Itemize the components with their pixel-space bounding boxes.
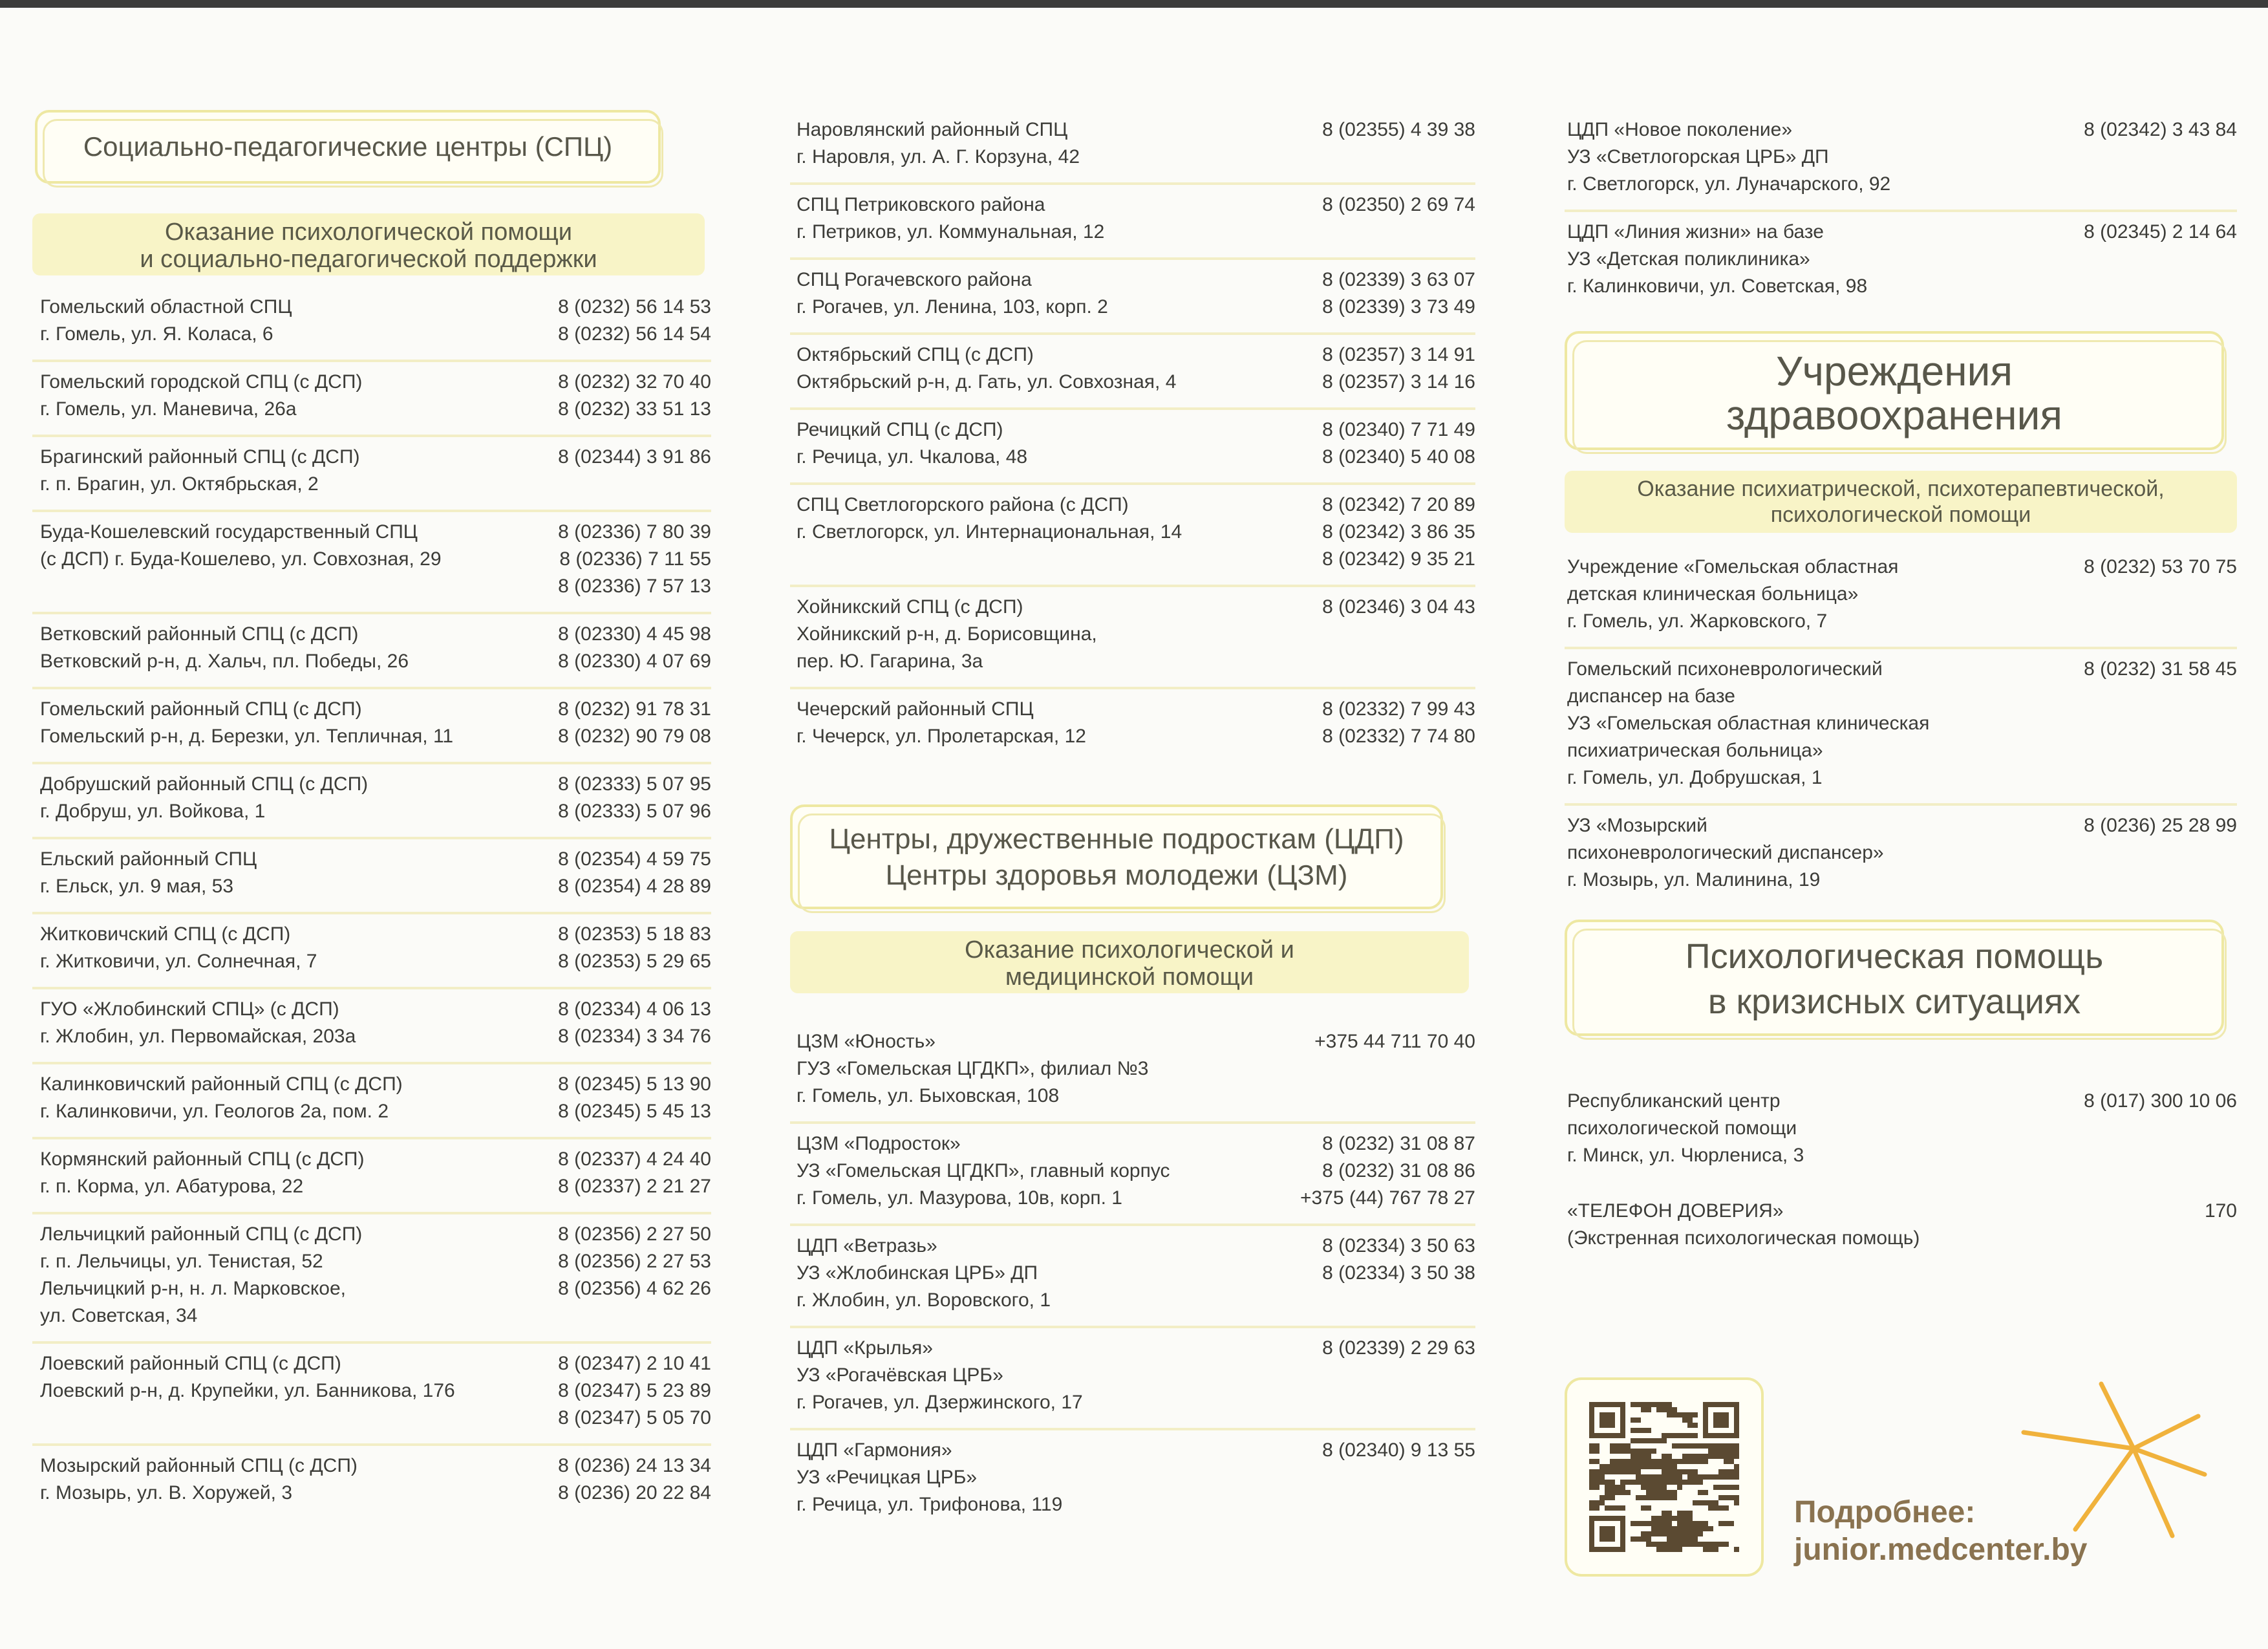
- organization-address: Гомельский психоневрологический диспансер на базе УЗ «Гомельская областная клиническая психиатрическая больница» г. Гомель, ул. Добрушская, 1: [1567, 658, 1930, 788]
- organization-address: Мозырский районный СПЦ (с ДСП) г. Мозырь, ул. В. Хоружей, 3: [40, 1455, 358, 1503]
- contact-entry: [790, 1022, 1475, 1124]
- organization-address: Лоевский районный СПЦ (с ДСП) Лоевский р-н, д. Крупейки, ул. Банникова, 176: [40, 1353, 455, 1401]
- organization-address: Чечерский районный СПЦ г. Чечерск, ул. Пролетарская, 12: [797, 698, 1086, 747]
- contact-entry: [790, 587, 1475, 689]
- organization-address: Учреждение «Гомельская областная детская клиническая больница» г. Гомель, ул. Жарковского, 7: [1567, 556, 1899, 632]
- phone-numbers[interactable]: 8 (0232) 53 70 75: [2084, 556, 2237, 577]
- contact-entry: [32, 1344, 711, 1446]
- contact-entry: [1565, 649, 2237, 806]
- contact-entry: [790, 110, 1475, 185]
- phone-numbers[interactable]: 8 (02350) 2 69 74: [1322, 194, 1475, 215]
- phone-numbers[interactable]: 8 (0236) 25 28 99: [2084, 815, 2237, 836]
- organization-address: Ельский районный СПЦ г. Ельск, ул. 9 мая, 53: [40, 848, 257, 897]
- more-label: Подробнее:: [1794, 1495, 1976, 1529]
- organization-address: Гомельский областной СПЦ г. Гомель, ул. Я. Коласа, 6: [40, 296, 292, 345]
- section-title-spc: Социально-педагогические центры (СПЦ): [35, 110, 661, 184]
- phone-numbers[interactable]: 8 (0236) 24 13 34 8 (0236) 20 22 84: [558, 1455, 711, 1503]
- cdp-list-continued: [1565, 110, 2237, 312]
- phone-numbers[interactable]: 8 (0232) 31 08 87 8 (0232) 31 08 86 +375 (44) 767 78 27: [1300, 1133, 1475, 1209]
- organization-address: Житковичский СПЦ (с ДСП) г. Житковичи, ул. Солнечная, 7: [40, 923, 317, 972]
- contact-entry: [790, 410, 1475, 485]
- phone-numbers[interactable]: 8 (02344) 3 91 86: [558, 446, 711, 468]
- organization-address: Ветковский районный СПЦ (с ДСП) Ветковский р-н, д. Хальч, пл. Победы, 26: [40, 623, 409, 672]
- phone-numbers[interactable]: 8 (02336) 7 80 39 8 (02336) 7 11 55 8 (02336) 7 57 13: [558, 521, 711, 597]
- phone-numbers[interactable]: 8 (0232) 91 78 31 8 (0232) 90 79 08: [558, 698, 711, 747]
- phone-numbers[interactable]: 8 (02345) 2 14 64: [2084, 221, 2237, 242]
- phone-numbers[interactable]: 8 (02353) 5 18 83 8 (02353) 5 29 65: [558, 923, 711, 972]
- contact-entry: [32, 689, 711, 764]
- phone-numbers[interactable]: 8 (02342) 7 20 89 8 (02342) 3 86 35 8 (02342) 9 35 21: [1322, 494, 1475, 570]
- organization-address: ЦЗМ «Юность» ГУЗ «Гомельская ЦГДКП», филиал №3 г. Гомель, ул. Быховская, 108: [797, 1031, 1149, 1106]
- contact-entry: [790, 335, 1475, 410]
- contact-entry: [790, 1124, 1475, 1226]
- contact-entry: [790, 485, 1475, 587]
- health-list: [1565, 547, 2237, 905]
- section-subtitle-cdp: Оказание психологической и медицинской помощи: [790, 931, 1469, 993]
- organization-address: Речицкий СПЦ (с ДСП) г. Речица, ул. Чкалова, 48: [797, 419, 1028, 468]
- phone-numbers[interactable]: 8 (02345) 5 13 90 8 (02345) 5 45 13: [558, 1073, 711, 1122]
- contact-entry: [790, 689, 1475, 762]
- organization-address: ЦДП «Новое поколение» УЗ «Светлогорская ЦРБ» ДП г. Светлогорск, ул. Луначарского, 92: [1567, 119, 1891, 195]
- section-title-health: Учреждения здравоохранения: [1565, 331, 2224, 450]
- contact-entry: [32, 287, 711, 362]
- contact-entry: [32, 764, 711, 839]
- organization-address: «ТЕЛЕФОН ДОВЕРИЯ» (Экстренная психологическая помощь): [1567, 1200, 1920, 1249]
- organization-address: Республиканский центр психологической помощи г. Минск, ул. Чюрлениса, 3: [1567, 1090, 1804, 1166]
- contact-entry: [32, 1214, 711, 1344]
- phone-numbers[interactable]: 8 (02355) 4 39 38: [1322, 119, 1475, 140]
- phone-numbers[interactable]: 8 (02330) 4 45 98 8 (02330) 4 07 69: [558, 623, 711, 672]
- phone-numbers[interactable]: 8 (0232) 31 58 45: [2084, 658, 2237, 680]
- contact-entry: [32, 914, 711, 989]
- column-social-pedagogical: [32, 110, 711, 1518]
- phone-numbers[interactable]: 8 (02346) 3 04 43: [1322, 596, 1475, 618]
- contact-entry: [1565, 110, 2237, 212]
- organization-address: Брагинский районный СПЦ (с ДСП) г. п. Брагин, ул. Октябрьская, 2: [40, 446, 360, 495]
- organization-address: Октябрьский СПЦ (с ДСП) Октябрьский р-н, д. Гать, ул. Совхозная, 4: [797, 344, 1177, 393]
- phone-numbers[interactable]: 8 (02356) 2 27 50 8 (02356) 2 27 53 8 (02356) 4 62 26: [558, 1223, 711, 1299]
- phone-numbers[interactable]: 8 (02347) 2 10 41 8 (02347) 5 23 89 8 (02347) 5 05 70: [558, 1353, 711, 1428]
- organization-address: Калинковичский районный СПЦ (с ДСП) г. Калинковичи, ул. Геологов 2а, пом. 2: [40, 1073, 403, 1122]
- contact-entry: [32, 512, 711, 614]
- organization-address: СПЦ Петриковского района г. Петриков, ул. Коммунальная, 12: [797, 194, 1105, 242]
- organization-address: Наровлянский районный СПЦ г. Наровля, ул. А. Г. Корзуна, 42: [797, 119, 1080, 167]
- phone-numbers[interactable]: 8 (02339) 3 63 07 8 (02339) 3 73 49: [1322, 269, 1475, 318]
- organization-address: Хойникский СПЦ (с ДСП) Хойникский р-н, д. Борисовщина, пер. Ю. Гагарина, 3а: [797, 596, 1097, 672]
- spc-list-continued: [790, 110, 1475, 762]
- footer-more-info: [1565, 1377, 2268, 1591]
- contact-entry: [1565, 1191, 2237, 1274]
- organization-address: УЗ «Мозырский психоневрологический диспансер» г. Мозырь, ул. Малинина, 19: [1567, 815, 1884, 890]
- contact-entry: [1565, 1081, 2237, 1191]
- column-middle: [790, 110, 1475, 1530]
- section-title-cdp: Центры, дружественные подросткам (ЦДП) Центры здоровья молодежи (ЦЗМ): [790, 804, 1443, 909]
- phone-numbers[interactable]: 8 (02342) 3 43 84: [2084, 119, 2237, 140]
- organization-address: ЦЗМ «Подросток» УЗ «Гомельская ЦГДКП», главный корпус г. Гомель, ул. Мазурова, 10в, корп. 1: [797, 1133, 1170, 1209]
- phone-numbers[interactable]: 170: [2204, 1200, 2237, 1222]
- phone-numbers[interactable]: 8 (02357) 3 14 91 8 (02357) 3 14 16: [1322, 344, 1475, 393]
- phone-numbers[interactable]: 8 (02340) 9 13 55: [1322, 1439, 1475, 1461]
- contact-entry: [32, 362, 711, 437]
- phone-numbers[interactable]: +375 44 711 70 40: [1314, 1031, 1475, 1052]
- organization-address: Кормянский районный СПЦ (с ДСП) г. п. Корма, ул. Абатурова, 22: [40, 1148, 365, 1197]
- crisis-list: [1565, 1081, 2237, 1274]
- phone-numbers[interactable]: 8 (02340) 7 71 49 8 (02340) 5 40 08: [1322, 419, 1475, 468]
- section-subtitle-health: Оказание психиатрической, психотерапевтической, психологической помощи: [1565, 471, 2237, 533]
- contact-entry: [790, 1430, 1475, 1530]
- phone-numbers[interactable]: 8 (02334) 3 50 63 8 (02334) 3 50 38: [1322, 1235, 1475, 1284]
- organization-address: СПЦ Рогачевского района г. Рогачев, ул. Ленина, 103, корп. 2: [797, 269, 1108, 318]
- contact-entry: [32, 1446, 711, 1518]
- contact-entry: [32, 989, 711, 1064]
- phone-numbers[interactable]: 8 (02354) 4 59 75 8 (02354) 4 28 89: [558, 848, 711, 897]
- organization-address: Лельчицкий районный СПЦ (с ДСП) г. п. Лельчицы, ул. Тенистая, 52 Лельчицкий р-н, н. л. Марковское, ул. Советская, 34: [40, 1223, 363, 1326]
- contact-entry: [1565, 212, 2237, 312]
- phone-numbers[interactable]: 8 (02334) 4 06 13 8 (02334) 3 34 76: [558, 998, 711, 1047]
- contact-entry: [32, 614, 711, 689]
- organization-address: ЦДП «Линия жизни» на базе УЗ «Детская поликлиника» г. Калинковичи, ул. Советская, 98: [1567, 221, 1868, 297]
- phone-numbers[interactable]: 8 (02332) 7 99 43 8 (02332) 7 74 80: [1322, 698, 1475, 747]
- phone-numbers[interactable]: 8 (02337) 4 24 40 8 (02337) 2 21 27: [558, 1148, 711, 1197]
- contact-entry: [32, 1064, 711, 1139]
- organization-address: ЦДП «Крылья» УЗ «Рогачёвская ЦРБ» г. Рогачев, ул. Дзержинского, 17: [797, 1337, 1083, 1413]
- qr-code-icon[interactable]: [1589, 1402, 1739, 1552]
- contact-entry: [1565, 806, 2237, 905]
- organization-address: Гомельский городской СПЦ (с ДСП) г. Гомель, ул. Маневича, 26а: [40, 371, 363, 420]
- qr-frame: [1565, 1377, 1764, 1577]
- cdp-list: [790, 1022, 1475, 1530]
- section-subtitle-spc: Оказание психологической помощи и социально-педагогической поддержки: [32, 213, 705, 275]
- phone-numbers[interactable]: 8 (0232) 56 14 53 8 (0232) 56 14 54: [558, 296, 711, 345]
- contact-entry: [790, 185, 1475, 260]
- contact-entry: [790, 1328, 1475, 1430]
- organization-address: ЦДП «Гармония» УЗ «Речицкая ЦРБ» г. Речица, ул. Трифонова, 119: [797, 1439, 1063, 1515]
- column-right: [1565, 110, 2237, 1274]
- organization-address: Буда-Кошелевский государственный СПЦ (с ДСП) г. Буда-Кошелево, ул. Совхозная, 29: [40, 521, 442, 570]
- contact-entry: [32, 437, 711, 512]
- contact-entry: [790, 1226, 1475, 1328]
- organization-address: Гомельский районный СПЦ (с ДСП) Гомельский р-н, д. Березки, ул. Тепличная, 11: [40, 698, 454, 747]
- organization-address: ГУО «Жлобинский СПЦ» (с ДСП) г. Жлобин, ул. Первомайская, 203а: [40, 998, 356, 1047]
- website-link[interactable]: junior.medcenter.by: [1794, 1533, 2088, 1567]
- organization-address: Добрушский районный СПЦ (с ДСП) г. Добруш, ул. Войкова, 1: [40, 773, 369, 822]
- organization-address: ЦДП «Ветразь» УЗ «Жлобинская ЦРБ» ДП г. Жлобин, ул. Воровского, 1: [797, 1235, 1051, 1311]
- section-title-crisis: Психологическая помощь в кризисных ситуациях: [1565, 920, 2224, 1036]
- contact-entry: [790, 260, 1475, 335]
- phone-numbers[interactable]: 8 (0232) 32 70 40 8 (0232) 33 51 13: [558, 371, 711, 420]
- organization-address: СПЦ Светлогорского района (с ДСП) г. Светлогорск, ул. Интернациональная, 14: [797, 494, 1182, 543]
- contact-entry: [1565, 547, 2237, 649]
- contact-entry: [32, 1139, 711, 1214]
- phone-numbers[interactable]: 8 (02339) 2 29 63: [1322, 1337, 1475, 1359]
- sparkle-icon: [2004, 1377, 2211, 1546]
- phone-numbers[interactable]: 8 (017) 300 10 06: [2084, 1090, 2237, 1112]
- spc-list: [32, 287, 711, 1518]
- scan-top-edge: [0, 0, 2268, 8]
- phone-numbers[interactable]: 8 (02333) 5 07 95 8 (02333) 5 07 96: [558, 773, 711, 822]
- contact-entry: [32, 839, 711, 914]
